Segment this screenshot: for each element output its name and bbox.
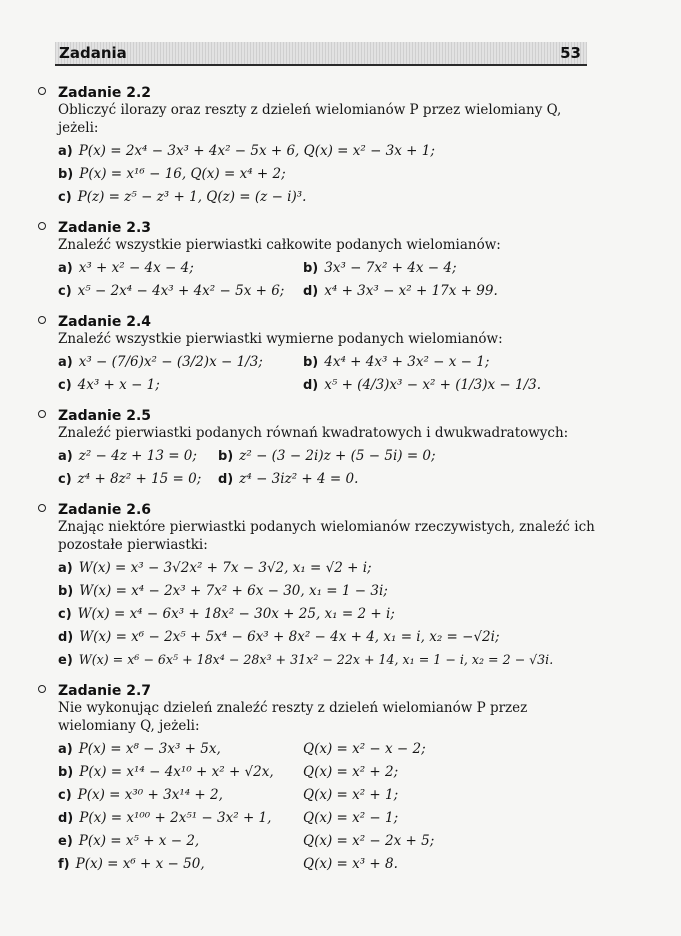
circle-bullet-icon [38,316,46,324]
exercise-list [38,82,598,884]
circle-bullet-icon [38,410,46,418]
exercise-row: d) P(x) = x¹⁰⁰ + 2x⁵¹ − 3x² + 1, Q(x) = x² − 1; [58,810,399,826]
exercise-row: c) z⁴ + 8z² + 15 = 0; d) z⁴ − 3iz² + 4 = 0. [58,471,359,487]
exercise-item: a) P(x) = 2x⁴ − 3x³ + 4x² − 5x + 6, Q(x) = x² − 3x + 1; [58,143,435,159]
exercise-item: c) P(z) = z⁵ − z³ + 1, Q(z) = (z − i)³. [58,189,307,205]
circle-bullet-icon [38,504,46,512]
exercise-2-4 [38,311,598,397]
exercise-row: a) x³ + x² − 4x − 4; b) 3x³ − 7x² + 4x − 4; [58,260,457,276]
exercise-item: e) W(x) = x⁶ − 6x⁵ + 18x⁴ − 28x³ + 31x² − 22x + 14, x₁ = 1 − i, x₂ = 2 − √3i. [58,652,554,668]
exercise-item: b) W(x) = x⁴ − 2x³ + 7x² + 6x − 30, x₁ = 1 − 3i; [58,583,388,599]
exercise-title: Zadanie 2.7 [38,680,598,698]
exercise-row: c) 4x³ + x − 1; d) x⁵ + (4/3)x³ − x² + (1/3)x − 1/3. [58,377,542,393]
exercise-intro: Nie wykonując dzieleń znaleźć reszty z dzieleń wielomianów P przez wielomiany Q, jeżeli: [58,700,528,734]
circle-bullet-icon [38,87,46,95]
exercise-row: a) z² − 4z + 13 = 0; b) z² − (3 − 2i)z + (5 − 5i) = 0; [58,448,436,464]
exercise-row: c) P(x) = x³⁰ + 3x¹⁴ + 2, Q(x) = x² + 1; [58,787,399,803]
exercise-item: c) W(x) = x⁴ − 6x³ + 18x² − 30x + 25, x₁ = 2 + i; [58,606,395,622]
exercise-row: a) x³ − (7/6)x² − (3/2)x − 1/3; b) 4x⁴ + 4x³ + 3x² − x − 1; [58,354,490,370]
exercise-item: b) P(x) = x¹⁶ − 16, Q(x) = x⁴ + 2; [58,166,286,182]
exercise-row: a) P(x) = x⁸ − 3x³ + 5x, Q(x) = x² − x − 2; [58,741,426,757]
circle-bullet-icon [38,685,46,693]
page-number: 53 [560,44,581,62]
exercise-2-3 [38,217,598,303]
exercise-item: a) W(x) = x³ − 3√2x² + 7x − 3√2, x₁ = √2 + i; [58,560,372,576]
exercise-title: Zadanie 2.2 [38,82,598,100]
exercise-row: f) P(x) = x⁶ + x − 50, Q(x) = x³ + 8. [58,856,398,872]
exercise-title: Zadanie 2.5 [38,405,598,423]
exercise-intro: Znaleźć wszystkie pierwiastki wymierne podanych wielomianów: [58,331,503,347]
circle-bullet-icon [38,222,46,230]
exercise-2-5 [38,405,598,491]
exercise-row: e) P(x) = x⁵ + x − 2, Q(x) = x² − 2x + 5; [58,833,435,849]
header-title: Zadania [59,44,127,62]
exercise-2-2 [38,82,598,209]
page-header [55,42,587,66]
exercise-2-7 [38,680,598,876]
exercise-2-6 [38,499,598,672]
exercise-intro: Obliczyć ilorazy oraz reszty z dzieleń wielomianów P przez wielomiany Q, jeżeli: [58,102,562,136]
exercise-intro: Znaleźć pierwiastki podanych równań kwadratowych i dwukwadratowych: [58,425,569,441]
exercise-row: b) P(x) = x¹⁴ − 4x¹⁰ + x² + √2x, Q(x) = x² + 2; [58,764,399,780]
exercise-intro: Znając niektóre pierwiastki podanych wielomianów rzeczywistych, znaleźć ich pozostałe pierwiastki: [58,519,595,553]
exercise-title: Zadanie 2.6 [38,499,598,517]
exercise-row: c) x⁵ − 2x⁴ − 4x³ + 4x² − 5x + 6; d) x⁴ + 3x³ − x² + 17x + 99. [58,283,498,299]
exercise-title: Zadanie 2.4 [38,311,598,329]
exercise-title: Zadanie 2.3 [38,217,598,235]
exercise-intro: Znaleźć wszystkie pierwiastki całkowite podanych wielomianów: [58,237,501,253]
exercise-item: d) W(x) = x⁶ − 2x⁵ + 5x⁴ − 6x³ + 8x² − 4x + 4, x₁ = i, x₂ = −√2i; [58,629,500,645]
